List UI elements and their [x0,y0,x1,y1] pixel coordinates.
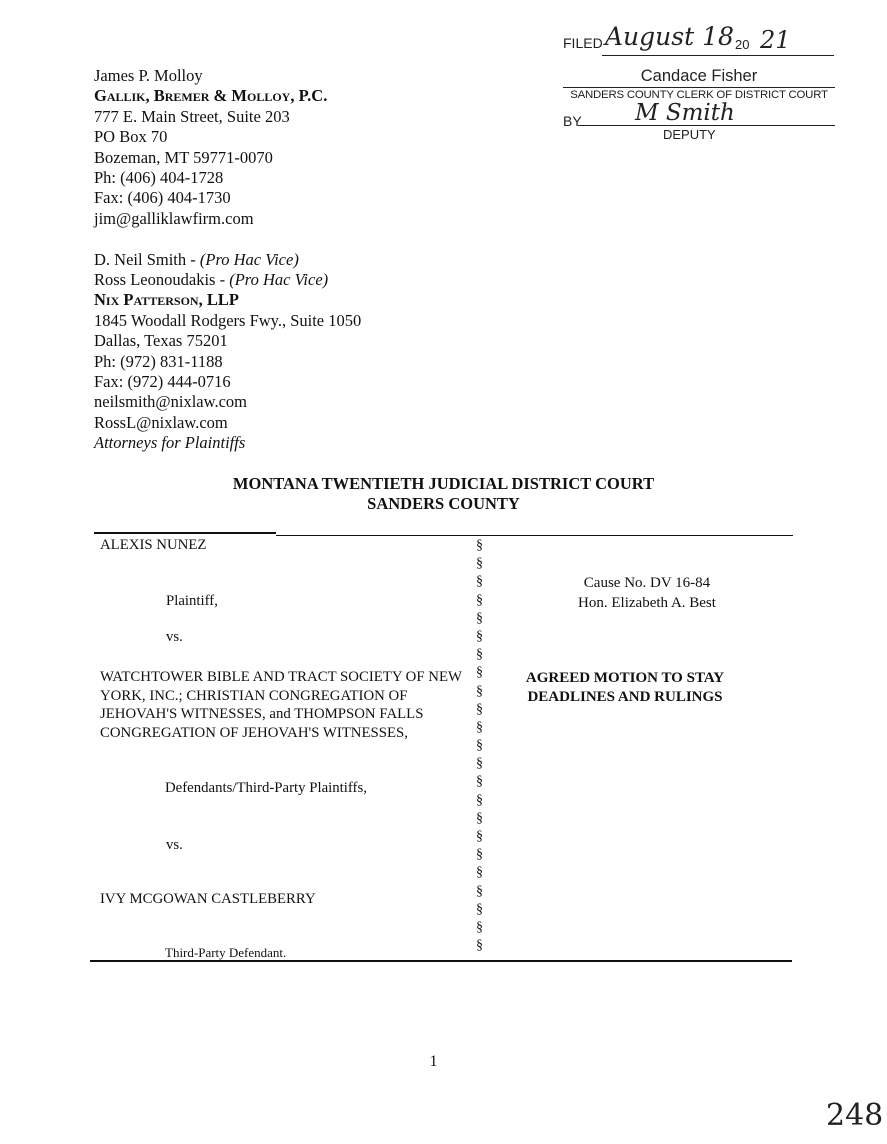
third-party-name: IVY MCGOWAN CASTLEBERRY [100,891,316,907]
court-name: MONTANA TWENTIETH JUDICIAL DISTRICT COURT [232,474,655,493]
section-mark: § [476,574,483,590]
caption-top-rule-right [276,535,793,536]
attorney-role: Attorneys for Plaintiffs [94,433,246,453]
firm-street: 777 E. Main Street, Suite 203 [94,106,290,126]
plaintiff-role: Plaintiff, [166,593,218,609]
versus-2: vs. [166,837,183,853]
attorney-name-2: D. Neil Smith - (Pro Hac Vice) [94,249,299,269]
section-mark: § [476,883,483,899]
section-mark: § [476,610,483,626]
section-mark: § [476,901,483,917]
section-mark: § [476,665,483,681]
section-mark: § [476,919,483,935]
section-marks-column [476,537,483,955]
deputy-label: DEPUTY [663,127,716,142]
defendants-names: WATCHTOWER BIBLE AND TRACT SOCIETY OF NEW YORK, INC.; CHRISTIAN CONGREGATION OF JEHOVAH'S WITNESSES, and THOMPSON FALLS CONGREGATION OF JEHOVAH'S WITNESSES, [100,669,462,741]
firm-fax: Fax: (406) 404-1730 [94,188,231,208]
cause-number: Cause No. DV 16-84 [583,575,711,591]
filed-date-handwritten: August 18 [605,22,734,51]
section-mark: § [476,701,483,717]
section-mark: § [476,829,483,844]
section-mark: § [476,810,483,826]
plaintiff-name: ALEXIS NUNEZ [100,537,207,553]
filed-label: FILED [563,35,603,51]
attorney-block [94,66,361,454]
defendants-role: Defendants/Third-Party Plaintiffs, [165,780,367,796]
attorney-name: James P. Molloy [94,66,203,85]
section-mark: § [476,792,483,808]
deputy-line [578,125,835,126]
section-mark: § [476,647,483,663]
handwritten-page-number: 248 [826,1098,884,1133]
filed-date-line [602,55,834,56]
section-mark: § [476,847,483,863]
clerk-title: SANDERS COUNTY CLERK OF DISTRICT COURT [570,89,828,101]
section-mark: § [476,865,483,881]
firm-phone: Ph: (406) 404-1728 [94,168,224,188]
clerk-name-line [563,87,835,88]
clerk-name: Candace Fisher [640,67,758,85]
firm-city: Bozeman, MT 59771-0070 [94,147,273,167]
filed-year-prefix: 20 [735,37,750,52]
firm-2-email-2: RossL@nixlaw.com [94,412,228,432]
motion-title: AGREED MOTION TO STAY DEADLINES AND RULINGS [525,670,725,705]
versus-1: vs. [166,629,183,645]
judge-name: Hon. Elizabeth A. Best [578,595,716,611]
section-mark: § [476,719,483,735]
third-party-role: Third-Party Defendant. [165,945,287,960]
caption-top-rule-left [94,532,276,534]
firm-2-street: 1845 Woodall Rodgers Fwy., Suite 1050 [94,310,362,330]
section-mark: § [476,774,483,790]
firm-2-phone: Ph: (972) 831-1188 [94,351,223,371]
page-number: 1 [429,1053,438,1070]
section-mark: § [476,556,483,572]
firm-2-fax: Fax: (972) 444-0716 [94,372,231,392]
section-mark: § [476,738,483,754]
firm-po-box: PO Box 70 [94,127,168,147]
section-mark: § [476,756,483,772]
section-mark: § [476,592,483,608]
firm-name-2: Nix Patterson, LLP [94,290,239,310]
section-mark: § [476,628,483,644]
firm-2-email-1: neilsmith@nixlaw.com [94,392,247,412]
court-county: SANDERS COUNTY [367,494,520,513]
deputy-signature: M Smith [635,100,735,126]
court-heading [0,474,887,514]
section-mark: § [476,683,483,699]
firm-email: jim@galliklawfirm.com [94,208,254,228]
section-mark: § [476,538,483,553]
firm-name: Gallik, Bremer & Molloy, P.C. [94,86,328,106]
section-mark: § [476,938,483,954]
by-label: BY [563,113,582,129]
firm-2-city: Dallas, Texas 75201 [94,331,228,351]
filed-year-handwritten: 21 [760,26,791,54]
attorney-name-3: Ross Leonoudakis - (Pro Hac Vice) [94,270,329,290]
